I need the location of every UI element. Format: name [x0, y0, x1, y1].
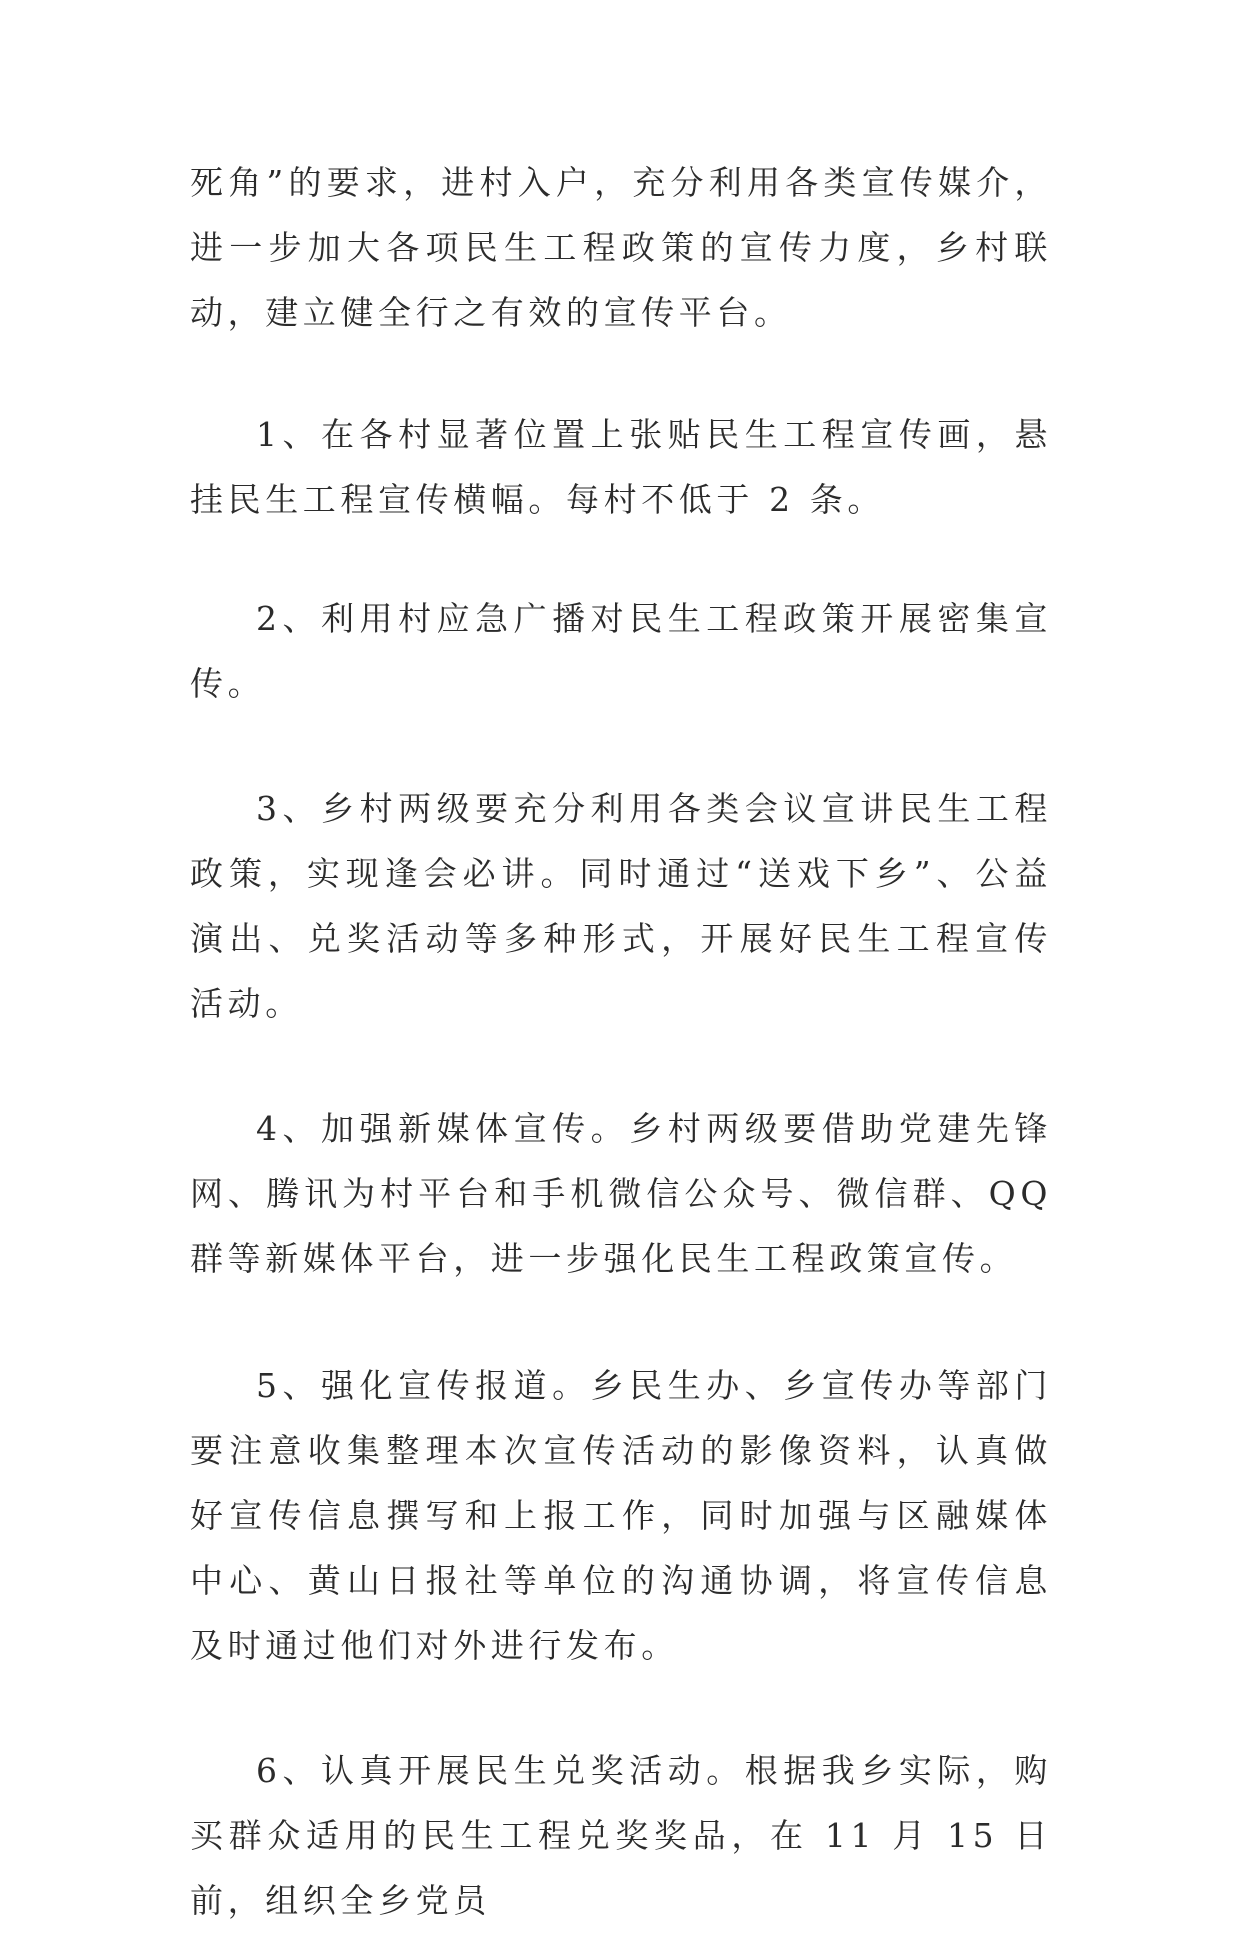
- paragraph-item-3: 3、乡村两级要充分利用各类会议宣讲民生工程政策，实现逢会必讲。同时通过“送戏下乡”、公益演出、兑奖活动等多种形式，开展好民生工程宣传活动。: [190, 789, 1052, 1023]
- paragraph-continuation: 死角”的要求，进村入户，充分利用各类宣传媒介，进一步加大各项民生工程政策的宣传力度，乡村联动，建立健全行之有效的宣传平台。: [190, 163, 1052, 332]
- paragraph-item-2: 2、利用村应急广播对民生工程政策开展密集宣传。: [190, 599, 1052, 703]
- paragraph-item-6: 6、认真开展民生兑奖活动。根据我乡实际，购买群众适用的民生工程兑奖奖品，在 11 月 15 日前，组织全乡党员: [190, 1751, 1052, 1920]
- document-page: [190, 150, 1052, 1933]
- paragraph-item-1: 1、在各村显著位置上张贴民生工程宣传画，悬挂民生工程宣传横幅。每村不低于 2 条。: [190, 415, 1052, 519]
- paragraph-item-5: 5、强化宣传报道。乡民生办、乡宣传办等部门要注意收集整理本次宣传活动的影像资料，认真做好宣传信息撰写和上报工作，同时加强与区融媒体中心、黄山日报社等单位的沟通协调，将宣传信息及时通过他们对外进行发布。: [190, 1366, 1052, 1665]
- paragraph-item-4: 4、加强新媒体宣传。乡村两级要借助党建先锋网、腾讯为村平台和手机微信公众号、微信群、QQ 群等新媒体平台，进一步强化民生工程政策宣传。: [190, 1109, 1052, 1278]
